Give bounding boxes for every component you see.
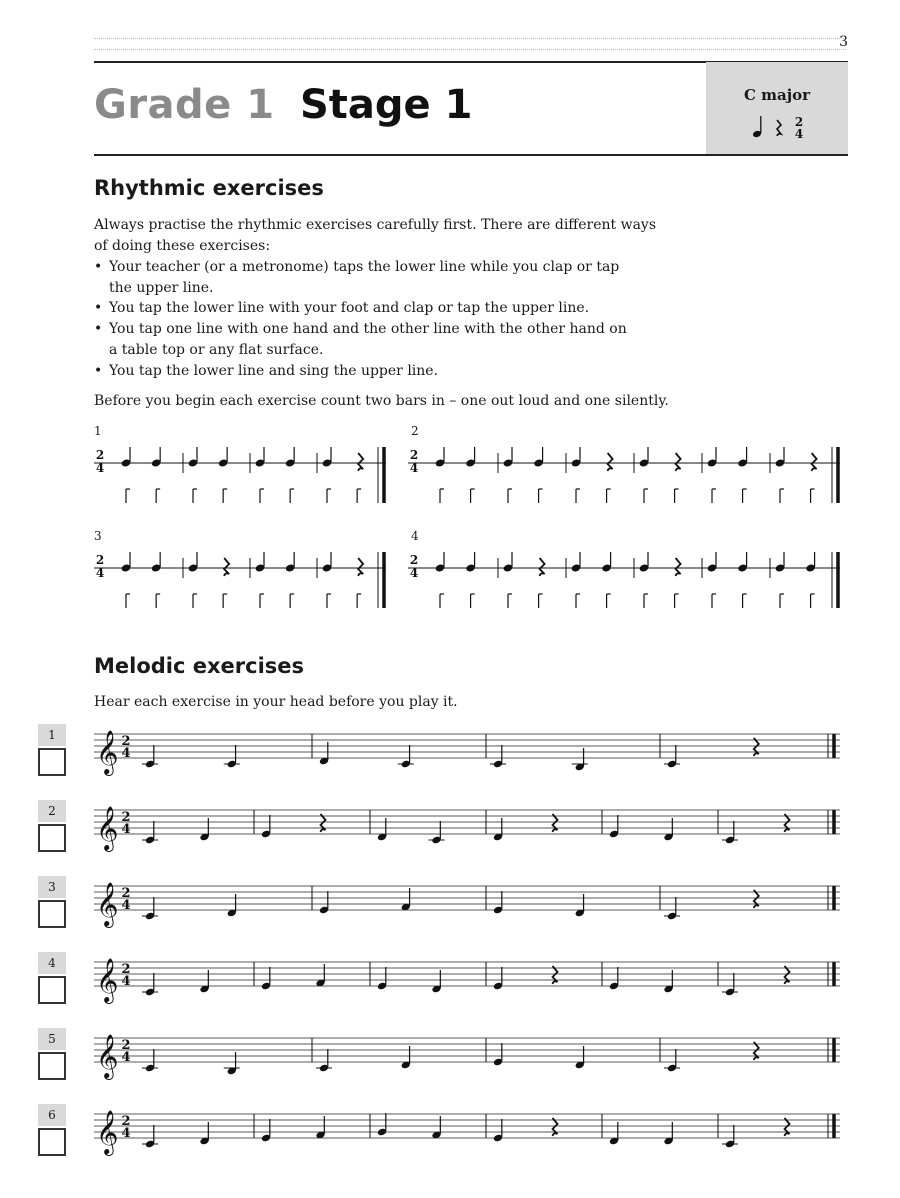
time-signature-top: 2 bbox=[95, 553, 105, 567]
rhythm-rest bbox=[358, 558, 363, 576]
rhythm-exercise-1-staff bbox=[94, 445, 394, 515]
melodic-exercise-2-staff bbox=[94, 798, 844, 858]
bullet-dot-icon: • bbox=[94, 300, 103, 316]
time-signature-top: 2 bbox=[121, 886, 131, 901]
bullet-dot-icon: • bbox=[94, 321, 103, 337]
time-signature-bottom: 4 bbox=[409, 461, 419, 475]
melodic-exercise-number: 1 bbox=[38, 724, 66, 746]
bullet-text: the upper line. bbox=[109, 280, 214, 296]
treble-clef-icon: 𝄞 bbox=[96, 882, 119, 926]
melody-rest bbox=[553, 1118, 558, 1136]
melody-rest bbox=[553, 814, 558, 832]
bullet-dot-icon: • bbox=[94, 363, 103, 379]
melody-rest bbox=[754, 738, 759, 756]
svg-text:2: 2 bbox=[794, 115, 804, 129]
rhythm-rest bbox=[608, 453, 613, 471]
melody-rest bbox=[553, 966, 558, 984]
time-signature-top: 2 bbox=[121, 1038, 131, 1053]
melody-rest bbox=[754, 1042, 759, 1060]
rhythmic-outro: Before you begin each exercise count two bars in – one out loud and one silently. bbox=[94, 393, 669, 409]
bullet-text: You tap one line with one hand and the other line with the other hand on bbox=[109, 321, 627, 337]
melodic-exercise-number: 2 bbox=[38, 800, 66, 822]
melodic-exercise-marker bbox=[38, 1028, 66, 1080]
rhythm-rest bbox=[540, 558, 545, 576]
melodic-exercise-number: 5 bbox=[38, 1028, 66, 1050]
time-signature-bottom: 4 bbox=[121, 1126, 131, 1141]
treble-clef-icon: 𝄞 bbox=[96, 1034, 119, 1078]
melodic-exercise-marker bbox=[38, 952, 66, 1004]
practice-checkbox[interactable] bbox=[38, 824, 66, 852]
time-signature-top: 2 bbox=[409, 448, 419, 462]
rhythm-exercise-number: 1 bbox=[94, 424, 102, 438]
rhythmic-intro-line: of doing these exercises: bbox=[94, 238, 271, 254]
rhythmic-intro-line: Always practise the rhythmic exercises carefully first. There are different ways bbox=[94, 217, 657, 233]
key-label: C major bbox=[743, 86, 811, 104]
rhythm-exercise-3-staff bbox=[94, 550, 394, 620]
rhythmic-title: Rhythmic exercises bbox=[94, 176, 324, 200]
time-signature-top: 2 bbox=[121, 810, 131, 825]
top-rule bbox=[94, 38, 846, 50]
time-signature-bottom: 4 bbox=[95, 566, 105, 580]
practice-checkbox[interactable] bbox=[38, 976, 66, 1004]
melody-rest bbox=[754, 890, 759, 908]
melodic-exercise-number: 3 bbox=[38, 876, 66, 898]
rhythm-exercise-number: 4 bbox=[411, 529, 419, 543]
time-signature-bottom: 4 bbox=[121, 746, 131, 761]
rhythm-exercise-number: 2 bbox=[411, 424, 419, 438]
page-number: 3 bbox=[839, 34, 848, 50]
time-signature-top: 2 bbox=[121, 962, 131, 977]
rhythm-exercise-4-staff bbox=[408, 550, 848, 620]
treble-clef-icon: 𝄞 bbox=[96, 806, 119, 850]
bullet-text: You tap the lower line with your foot and clap or tap the upper line. bbox=[109, 300, 590, 316]
melodic-exercise-1-staff bbox=[94, 722, 844, 782]
melodic-exercise-number: 6 bbox=[38, 1104, 66, 1126]
melody-rest bbox=[321, 814, 326, 832]
melodic-exercise-3-staff bbox=[94, 874, 844, 934]
melodic-exercise-marker bbox=[38, 724, 66, 776]
rhythm-rest bbox=[676, 453, 681, 471]
time-signature-top: 2 bbox=[121, 1114, 131, 1129]
melodic-exercise-marker bbox=[38, 1104, 66, 1156]
time-signature-bottom: 4 bbox=[95, 461, 105, 475]
melodic-title: Melodic exercises bbox=[94, 654, 305, 678]
treble-clef-icon: 𝄞 bbox=[96, 730, 119, 774]
melody-rest bbox=[785, 1118, 790, 1136]
melodic-intro: Hear each exercise in your head before you play it. bbox=[94, 694, 458, 710]
grade-label: Grade 1 bbox=[94, 82, 275, 128]
bullet-text: You tap the lower line and sing the upper line. bbox=[109, 363, 439, 379]
rhythm-exercise-2-staff bbox=[408, 445, 848, 515]
practice-checkbox[interactable] bbox=[38, 900, 66, 928]
practice-checkbox[interactable] bbox=[38, 1128, 66, 1156]
practice-checkbox[interactable] bbox=[38, 748, 66, 776]
melodic-exercise-marker bbox=[38, 800, 66, 852]
bullet-dot-icon: • bbox=[94, 259, 103, 275]
melodic-exercise-number: 4 bbox=[38, 952, 66, 974]
time-signature-bottom: 4 bbox=[121, 974, 131, 989]
svg-text:4: 4 bbox=[794, 127, 804, 141]
time-signature-bottom: 4 bbox=[121, 822, 131, 837]
header-divider-bottom bbox=[94, 154, 848, 156]
time-signature-bottom: 4 bbox=[121, 898, 131, 913]
crotchet-rest-two-four-icon bbox=[751, 112, 811, 142]
treble-clef-icon: 𝄞 bbox=[96, 958, 119, 1002]
rhythm-rest bbox=[224, 558, 229, 576]
melody-rest bbox=[785, 966, 790, 984]
rhythm-exercise-number: 3 bbox=[94, 529, 102, 543]
time-signature-top: 2 bbox=[121, 734, 131, 749]
time-signature-bottom: 4 bbox=[409, 566, 419, 580]
melodic-exercise-4-staff bbox=[94, 950, 844, 1010]
melody-rest bbox=[785, 814, 790, 832]
rhythm-rest bbox=[358, 453, 363, 471]
melodic-exercise-marker bbox=[38, 876, 66, 928]
treble-clef-icon: 𝄞 bbox=[96, 1110, 119, 1154]
bullet-text: Your teacher (or a metronome) taps the lower line while you clap or tap bbox=[109, 259, 620, 275]
melodic-exercise-5-staff bbox=[94, 1026, 844, 1086]
bullet-text: a table top or any flat surface. bbox=[109, 342, 324, 358]
rhythm-rest bbox=[812, 453, 817, 471]
time-signature-bottom: 4 bbox=[121, 1050, 131, 1065]
time-signature-top: 2 bbox=[95, 448, 105, 462]
practice-checkbox[interactable] bbox=[38, 1052, 66, 1080]
time-signature-top: 2 bbox=[409, 553, 419, 567]
stage-label: Stage 1 bbox=[300, 82, 473, 128]
key-box bbox=[706, 62, 848, 154]
melodic-exercise-6-staff bbox=[94, 1102, 844, 1162]
rhythm-rest bbox=[676, 558, 681, 576]
